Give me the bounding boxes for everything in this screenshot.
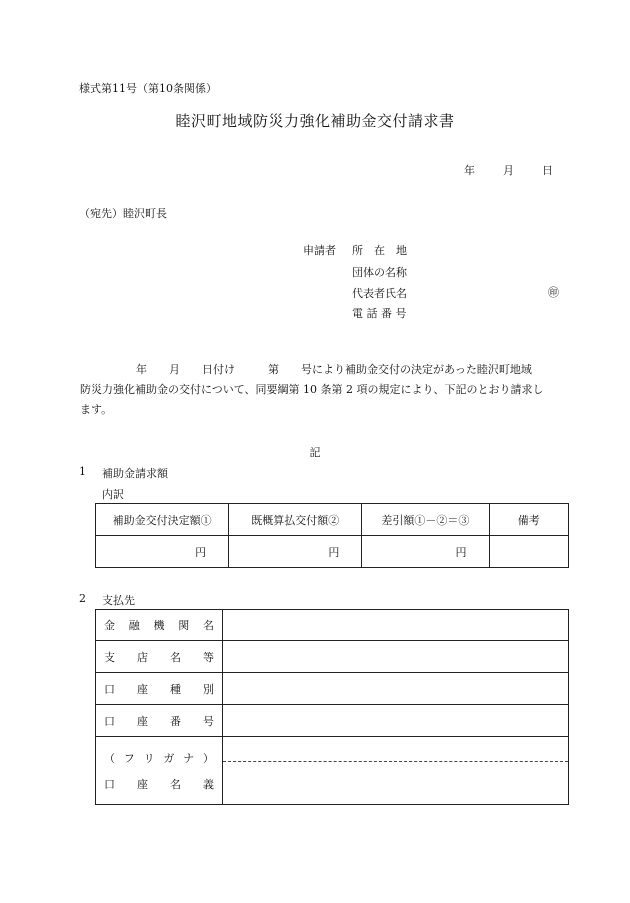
cell-advance-paid[interactable]: 円 <box>229 536 362 568</box>
applicant-field-group-name: 団体の名称 <box>352 266 407 279</box>
cell-difference[interactable]: 円 <box>362 536 489 568</box>
label-branch-name: 支 店 名 等 <box>96 641 223 673</box>
header-decided-amount: 補助金交付決定額① <box>96 504 229 536</box>
section-1-number: 1 <box>79 465 86 478</box>
label-account-holder: （ フ リ ガ ナ ） 口 座 名 義 <box>96 737 223 805</box>
section-1-title: 補助金請求額 <box>102 467 168 480</box>
document-title: 睦沢町地域防災力強化補助金交付請求書 <box>175 112 455 130</box>
input-branch-name[interactable] <box>223 641 569 673</box>
header-remarks: 備考 <box>489 504 568 536</box>
input-bank-name[interactable] <box>223 610 569 641</box>
section-2-number: 2 <box>79 592 86 605</box>
ki-heading: 記 <box>309 446 321 459</box>
applicant-field-representative: 代表者氏名 <box>352 287 407 300</box>
subsidy-amount-table <box>95 503 569 568</box>
date-month: 月 <box>503 164 514 177</box>
date-day: 日 <box>542 164 553 177</box>
date-line <box>454 162 553 178</box>
request-body-line-1: 年 月 日付け 第 号により補助金交付の決定があった睦沢町地域 <box>136 363 532 376</box>
payment-destination-table <box>95 609 569 805</box>
applicant-field-address: 所 在 地 <box>352 244 407 257</box>
cell-decided-amount[interactable]: 円 <box>96 536 229 568</box>
input-account-type[interactable] <box>223 673 569 705</box>
section-2-title: 支払先 <box>102 594 135 607</box>
header-advance-paid: 既概算払交付額② <box>229 504 362 536</box>
applicant-field-phone: 電 話 番 号 <box>352 307 407 320</box>
input-account-number[interactable] <box>223 705 569 737</box>
cell-remarks[interactable] <box>489 536 568 568</box>
label-account-number: 口 座 番 号 <box>96 705 223 737</box>
seal-mark: ㊞ <box>548 286 559 299</box>
applicant-label: 申請者 <box>303 244 336 257</box>
form-number: 様式第11号（第10条関係） <box>79 82 217 95</box>
request-body-line-3: ます。 <box>80 403 113 416</box>
section-1-subtitle: 内訳 <box>102 488 124 501</box>
label-account-type: 口 座 種 別 <box>96 673 223 705</box>
addressee: （宛先）睦沢町長 <box>79 207 167 220</box>
furigana-divider <box>223 761 568 762</box>
label-bank-name: 金 融 機 関 名 <box>96 610 223 641</box>
input-account-holder[interactable] <box>223 737 569 805</box>
header-difference: 差引額①－②＝③ <box>362 504 489 536</box>
request-body-line-2: 防災力強化補助金の交付について、同要綱第 10 条第 2 項の規定により、下記のとおり請求し <box>80 383 544 396</box>
date-year: 年 <box>464 164 475 177</box>
request-body <box>80 360 570 420</box>
